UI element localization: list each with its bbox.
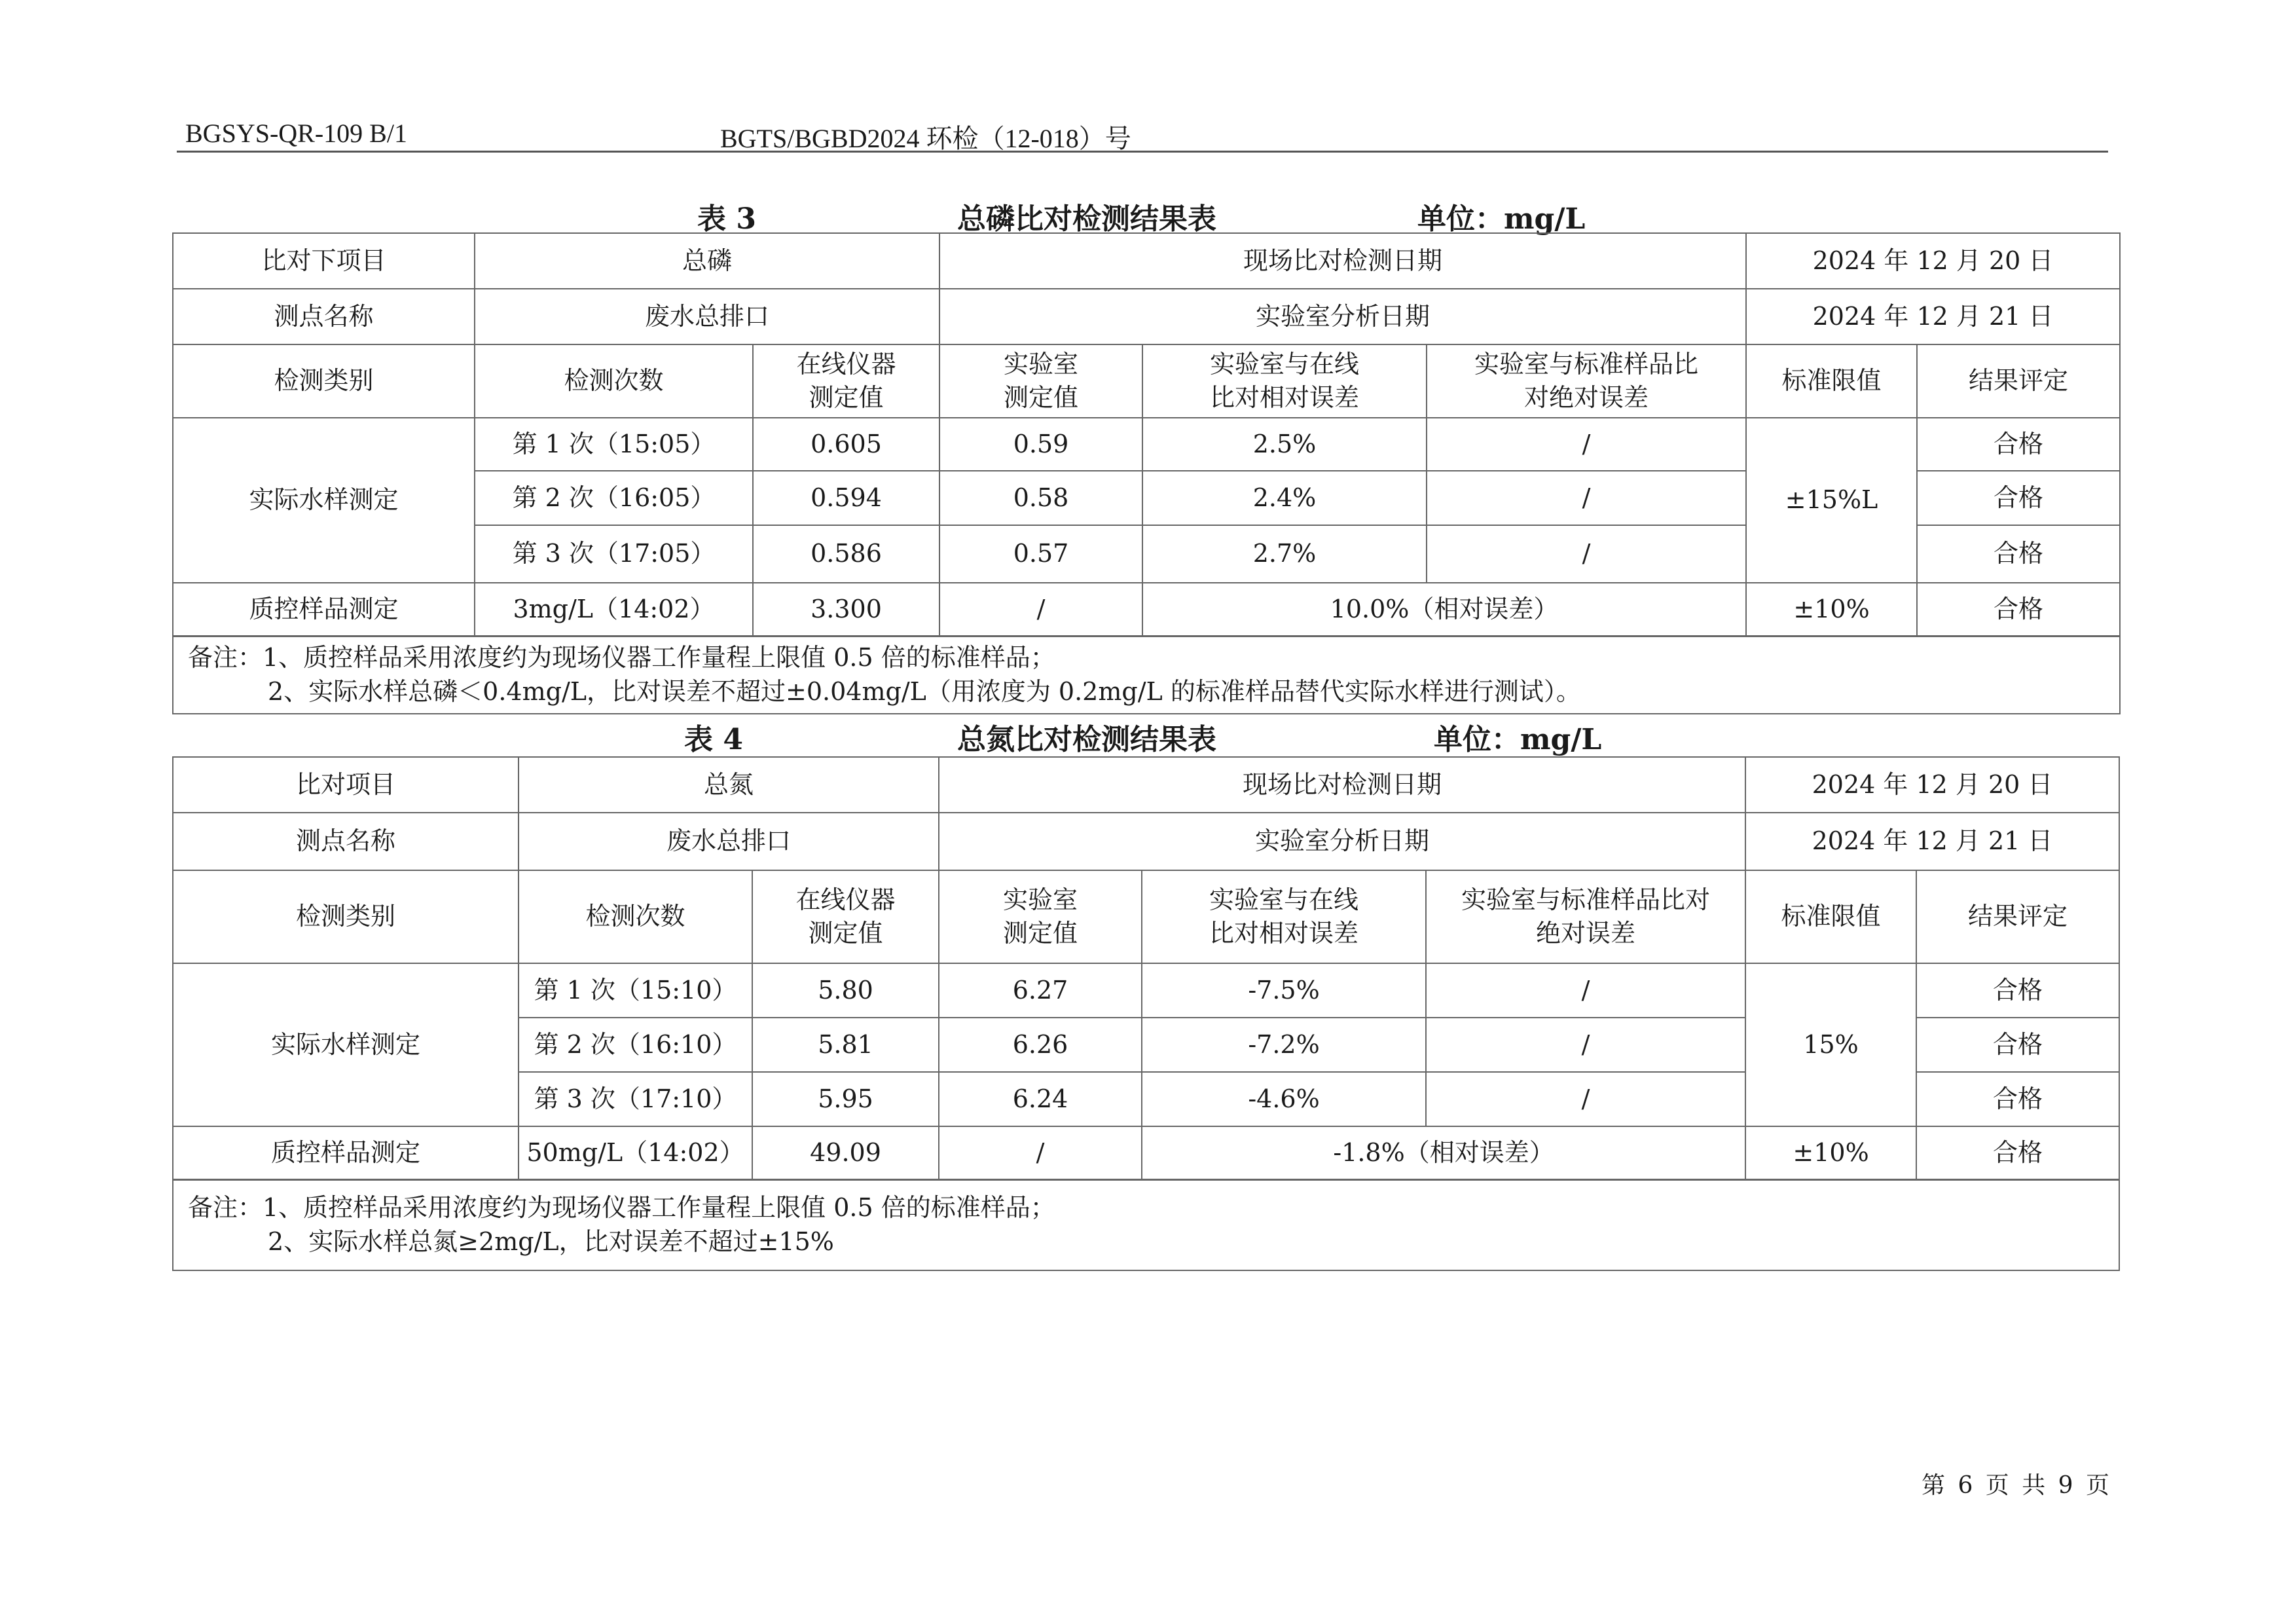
total-nitrogen-table — [172, 756, 2120, 1271]
column-header: 结果评定 — [1917, 344, 2120, 418]
note-line: 备注：1、质控样品采用浓度约为现场仪器工作量程上限值 0.5 倍的标准样品； — [188, 1193, 1055, 1223]
run-cell: 第 2 次（16:05） — [475, 471, 753, 525]
absolute-error: / — [1427, 418, 1746, 471]
absolute-error: / — [1427, 525, 1746, 583]
relative-error: 2.7% — [1142, 525, 1427, 583]
online-value: 0.586 — [753, 525, 939, 583]
qc-category: 质控样品测定 — [173, 583, 475, 636]
lab-value: 0.58 — [939, 471, 1142, 525]
table-row — [173, 289, 2120, 344]
column-header: 在线仪器 测定值 — [752, 870, 939, 963]
qc-result: 合格 — [1916, 1126, 2119, 1179]
relative-error: -4.6% — [1142, 1072, 1426, 1126]
item-value: 总氮 — [519, 757, 939, 813]
form-code: BGSYS-QR-109 B/1 — [185, 119, 407, 148]
result-cell: 合格 — [1916, 963, 2119, 1018]
lab-value: 0.57 — [939, 525, 1142, 583]
lab-value: 6.24 — [939, 1072, 1142, 1126]
column-header: 检测类别 — [173, 344, 475, 418]
result-cell: 合格 — [1917, 418, 2120, 471]
online-value: 0.594 — [753, 471, 939, 525]
table-row — [173, 344, 2120, 418]
note-line: 备注：1、质控样品采用浓度约为现场仪器工作量程上限值 0.5 倍的标准样品； — [188, 643, 1055, 673]
report-number: BGTS/BGBD2024 环检（12-018）号 — [720, 124, 1131, 153]
header-divider — [177, 151, 2108, 153]
result-cell: 合格 — [1916, 1018, 2119, 1072]
online-value: 5.80 — [752, 963, 939, 1018]
note-line: 2、实际水样总磷＜0.4mg/L，比对误差不超过±0.04mg/L（用浓度为 0.2mg/L 的标准样品替代实际水样进行测试）。 — [268, 676, 1581, 706]
qc-run: 3mg/L（14:02） — [475, 583, 753, 636]
qc-limit: ±10% — [1746, 583, 1917, 636]
qc-online: 3.300 — [753, 583, 939, 636]
online-value: 5.81 — [752, 1018, 939, 1072]
column-header: 实验室与标准样品比对 绝对误差 — [1426, 870, 1745, 963]
note-line: 2、实际水样总氮≥2mg/L，比对误差不超过±15% — [268, 1227, 834, 1256]
column-header: 标准限值 — [1746, 344, 1917, 418]
standard-limit: 15% — [1745, 963, 1916, 1126]
relative-error: 2.4% — [1142, 471, 1427, 525]
lab-value: 6.26 — [939, 1018, 1142, 1072]
run-cell: 第 3 次（17:05） — [475, 525, 753, 583]
lab-date: 2024 年 12 月 21 日 — [1745, 813, 2119, 870]
site-value: 废水总排口 — [519, 813, 939, 870]
table3-title: 总磷比对检测结果表 — [957, 202, 1216, 236]
column-header: 实验室与在线 比对相对误差 — [1142, 870, 1426, 963]
site-value: 废水总排口 — [475, 289, 939, 344]
qc-online: 49.09 — [752, 1126, 939, 1179]
table-row — [173, 418, 2120, 471]
relative-error: 2.5% — [1142, 418, 1427, 471]
field-date-label: 现场比对检测日期 — [939, 757, 1745, 813]
column-header: 检测次数 — [475, 344, 753, 418]
table3-unit: 单位：mg/L — [1417, 202, 1586, 236]
table-row — [173, 1126, 2119, 1179]
column-header: 检测类别 — [173, 870, 519, 963]
field-date: 2024 年 12 月 20 日 — [1745, 757, 2119, 813]
column-header: 在线仪器 测定值 — [753, 344, 939, 418]
table-row — [173, 757, 2119, 813]
qc-error: -1.8%（相对误差） — [1142, 1126, 1745, 1179]
total-phosphorus-table — [172, 232, 2121, 714]
column-header: 检测次数 — [519, 870, 752, 963]
qc-run: 50mg/L（14:02） — [519, 1126, 752, 1179]
result-cell: 合格 — [1917, 471, 2120, 525]
table4-label: 表 4 — [684, 723, 743, 756]
absolute-error: / — [1426, 963, 1745, 1018]
item-label: 比对项目 — [173, 757, 519, 813]
item-label: 比对下项目 — [173, 233, 475, 289]
site-label: 测点名称 — [173, 289, 475, 344]
qc-category: 质控样品测定 — [173, 1126, 519, 1179]
column-header: 实验室 测定值 — [939, 870, 1142, 963]
table-row — [173, 870, 2119, 963]
column-header: 实验室与在线 比对相对误差 — [1142, 344, 1427, 418]
table-row — [173, 583, 2120, 636]
field-date-label: 现场比对检测日期 — [939, 233, 1746, 289]
notes — [173, 1179, 2119, 1270]
sample-category: 实际水样测定 — [173, 418, 475, 583]
absolute-error: / — [1427, 471, 1746, 525]
relative-error: -7.2% — [1142, 1018, 1426, 1072]
notes — [173, 636, 2120, 714]
run-cell: 第 1 次（15:05） — [475, 418, 753, 471]
online-value: 0.605 — [753, 418, 939, 471]
absolute-error: / — [1426, 1018, 1745, 1072]
run-cell: 第 1 次（15:10） — [519, 963, 752, 1018]
table-row — [173, 813, 2119, 870]
table-row — [173, 636, 2120, 714]
site-label: 测点名称 — [173, 813, 519, 870]
item-value: 总磷 — [475, 233, 939, 289]
lab-value: 0.59 — [939, 418, 1142, 471]
result-cell: 合格 — [1916, 1072, 2119, 1126]
table-row — [173, 233, 2120, 289]
qc-lab: / — [939, 583, 1142, 636]
column-header: 结果评定 — [1916, 870, 2119, 963]
column-header: 实验室 测定值 — [939, 344, 1142, 418]
lab-date-label: 实验室分析日期 — [939, 813, 1745, 870]
lab-date-label: 实验室分析日期 — [939, 289, 1746, 344]
page-number: 第 6 页 共 9 页 — [1922, 1472, 2113, 1499]
qc-lab: / — [939, 1126, 1142, 1179]
table-row — [173, 963, 2119, 1018]
run-cell: 第 3 次（17:10） — [519, 1072, 752, 1126]
qc-limit: ±10% — [1745, 1126, 1916, 1179]
lab-value: 6.27 — [939, 963, 1142, 1018]
result-cell: 合格 — [1917, 525, 2120, 583]
run-cell: 第 2 次（16:10） — [519, 1018, 752, 1072]
qc-result: 合格 — [1917, 583, 2120, 636]
absolute-error: / — [1426, 1072, 1745, 1126]
relative-error: -7.5% — [1142, 963, 1426, 1018]
table4-unit: 单位：mg/L — [1434, 723, 1602, 756]
table3-label: 表 3 — [697, 202, 756, 236]
standard-limit: ±15%L — [1746, 418, 1917, 583]
column-header: 标准限值 — [1745, 870, 1916, 963]
table4-title: 总氮比对检测结果表 — [957, 723, 1216, 756]
lab-date: 2024 年 12 月 21 日 — [1746, 289, 2120, 344]
online-value: 5.95 — [752, 1072, 939, 1126]
table-row — [173, 1179, 2119, 1270]
field-date: 2024 年 12 月 20 日 — [1746, 233, 2120, 289]
column-header: 实验室与标准样品比 对绝对误差 — [1427, 344, 1746, 418]
qc-error: 10.0%（相对误差） — [1142, 583, 1746, 636]
sample-category: 实际水样测定 — [173, 963, 519, 1126]
